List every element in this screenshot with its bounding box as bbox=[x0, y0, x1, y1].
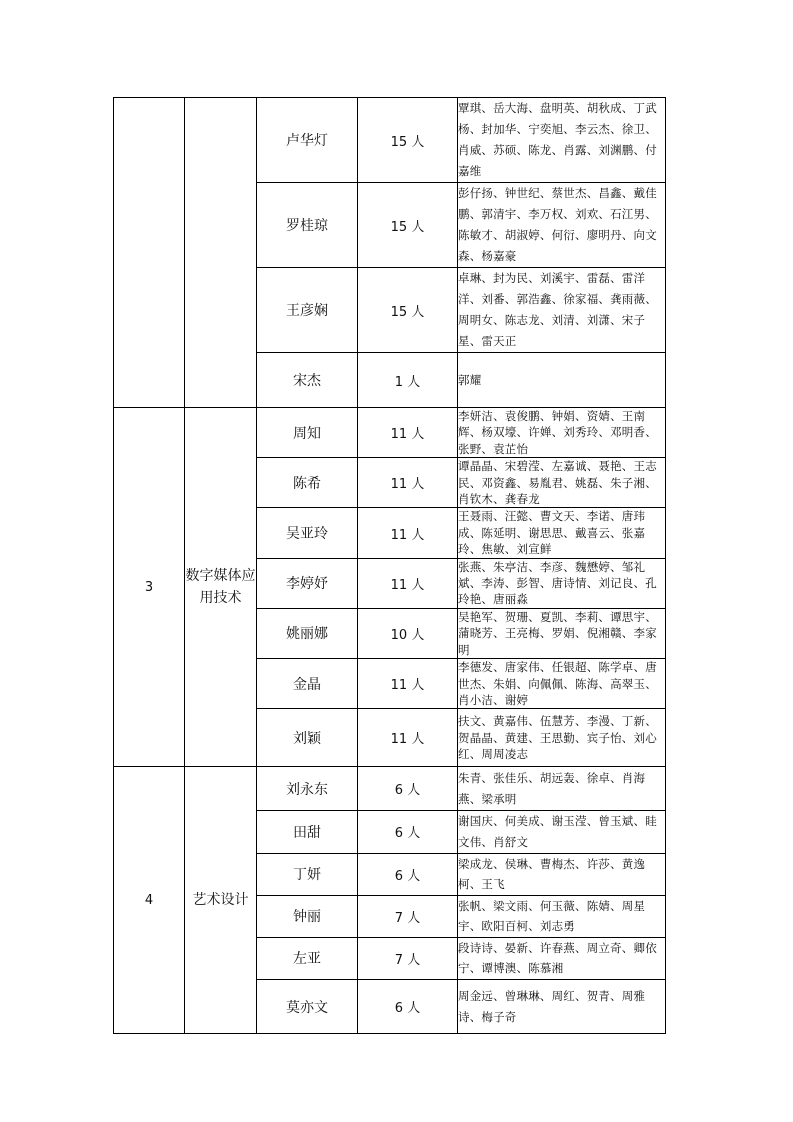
student-list: 谢国庆、何美成、谢玉滢、曾玉斌、眭文伟、肖舒文 bbox=[458, 811, 666, 853]
student-count: 11 人 bbox=[358, 709, 458, 767]
teacher-name: 莫亦文 bbox=[257, 980, 358, 1034]
table-row bbox=[114, 767, 666, 811]
student-list: 李妍洁、袁俊鹏、钟娟、资婧、王南辉、杨双壕、许婵、刘秀玲、邓明香、张野、袁芷怡 bbox=[458, 408, 666, 458]
teacher-name: 李婷妤 bbox=[257, 558, 358, 608]
group-major-cell: 数字媒体应用技术 bbox=[185, 408, 257, 767]
student-list: 覃琪、岳大海、盘明英、胡秋成、丁武杨、封加华、宁奕旭、李云杰、徐卫、肖威、苏硕、陈龙、肖露、刘渊鹏、付嘉维 bbox=[458, 98, 666, 183]
group-major-cell bbox=[185, 98, 257, 408]
student-list: 周金远、曾琳琳、周红、贺青、周雅诗、梅子奇 bbox=[458, 980, 666, 1034]
student-count: 11 人 bbox=[358, 659, 458, 709]
teacher-name: 王彦娴 bbox=[257, 268, 358, 353]
teacher-name: 田甜 bbox=[257, 811, 358, 853]
teacher-name: 左亚 bbox=[257, 937, 358, 979]
student-list: 朱青、张佳乐、胡远轰、徐卓、肖海燕、梁承明 bbox=[458, 767, 666, 811]
teacher-name: 陈希 bbox=[257, 458, 358, 508]
student-count: 10 人 bbox=[358, 608, 458, 658]
student-count: 11 人 bbox=[358, 458, 458, 508]
student-count: 15 人 bbox=[358, 183, 458, 268]
teacher-name: 周知 bbox=[257, 408, 358, 458]
student-list: 扶文、黄嘉伟、伍慧芳、李漫、丁新、贺晶晶、黄建、王思勤、宾子怡、刘心红、周周凌志 bbox=[458, 709, 666, 767]
student-count: 7 人 bbox=[358, 895, 458, 937]
student-count: 6 人 bbox=[358, 853, 458, 895]
student-list: 王聂雨、汪懿、曹文天、李诺、唐玮成、陈延明、谢思思、戴喜云、张嘉玲、焦敏、刘宣鲜 bbox=[458, 508, 666, 558]
student-count: 6 人 bbox=[358, 767, 458, 811]
student-count: 1 人 bbox=[358, 353, 458, 408]
group-index-cell bbox=[114, 98, 185, 408]
student-list: 谭晶晶、宋碧滢、左嘉诚、聂艳、王志民、邓资鑫、易胤君、姚磊、朱子湘、肖钦木、龚春龙 bbox=[458, 458, 666, 508]
group-major-cell: 艺术设计 bbox=[185, 767, 257, 1034]
table-row bbox=[114, 98, 666, 183]
student-list: 张帆、梁文雨、何玉薇、陈婧、周星宇、欧阳百柯、刘志勇 bbox=[458, 895, 666, 937]
student-count: 6 人 bbox=[358, 811, 458, 853]
student-list: 李德发、唐家伟、任银超、陈学卓、唐世杰、朱娟、向佩佩、陈海、高翠玉、肖小洁、谢婷 bbox=[458, 659, 666, 709]
student-list: 彭仔扬、钟世纪、蔡世杰、昌鑫、戴佳鹏、郭清宇、李万权、刘欢、石江男、陈敏才、胡淑婷、何衍、廖明丹、向文森、杨嘉豪 bbox=[458, 183, 666, 268]
student-list: 卓琳、封为民、刘溪宇、雷磊、雷洋洋、刘番、郭浩鑫、徐家福、龚雨薇、周明女、陈志龙、刘清、刘潇、宋子星、雷天正 bbox=[458, 268, 666, 353]
group-index-cell: 3 bbox=[114, 408, 185, 767]
student-count: 15 人 bbox=[358, 268, 458, 353]
teacher-name: 罗桂琼 bbox=[257, 183, 358, 268]
student-count: 11 人 bbox=[358, 558, 458, 608]
student-count: 11 人 bbox=[358, 508, 458, 558]
student-list: 郭耀 bbox=[458, 353, 666, 408]
student-count: 6 人 bbox=[358, 980, 458, 1034]
student-list: 吴艳军、贺珊、夏凯、李莉、谭思宇、蒲晓芳、王亮梅、罗娟、倪湘赣、李家明 bbox=[458, 608, 666, 658]
table-row bbox=[114, 408, 666, 458]
teacher-name: 吴亚玲 bbox=[257, 508, 358, 558]
student-count: 7 人 bbox=[358, 937, 458, 979]
teacher-name: 钟丽 bbox=[257, 895, 358, 937]
student-count: 11 人 bbox=[358, 408, 458, 458]
student-list: 梁成龙、侯琳、曹梅杰、许莎、黄逸柯、王飞 bbox=[458, 853, 666, 895]
teacher-name: 姚丽娜 bbox=[257, 608, 358, 658]
teacher-name: 刘永东 bbox=[257, 767, 358, 811]
group-index-cell: 4 bbox=[114, 767, 185, 1034]
student-list: 张燕、朱亭洁、李彦、魏懋婷、邹礼斌、李涛、彭智、唐诗情、刘记良、孔玲艳、唐丽淼 bbox=[458, 558, 666, 608]
student-count: 15 人 bbox=[358, 98, 458, 183]
teacher-name: 刘颖 bbox=[257, 709, 358, 767]
student-list: 段诗诗、晏新、许春燕、周立奇、卿依宁、谭博澳、陈慕湘 bbox=[458, 937, 666, 979]
teacher-name: 宋杰 bbox=[257, 353, 358, 408]
teacher-name: 卢华灯 bbox=[257, 98, 358, 183]
assignment-table bbox=[113, 97, 666, 1034]
teacher-name: 金晶 bbox=[257, 659, 358, 709]
teacher-name: 丁妍 bbox=[257, 853, 358, 895]
